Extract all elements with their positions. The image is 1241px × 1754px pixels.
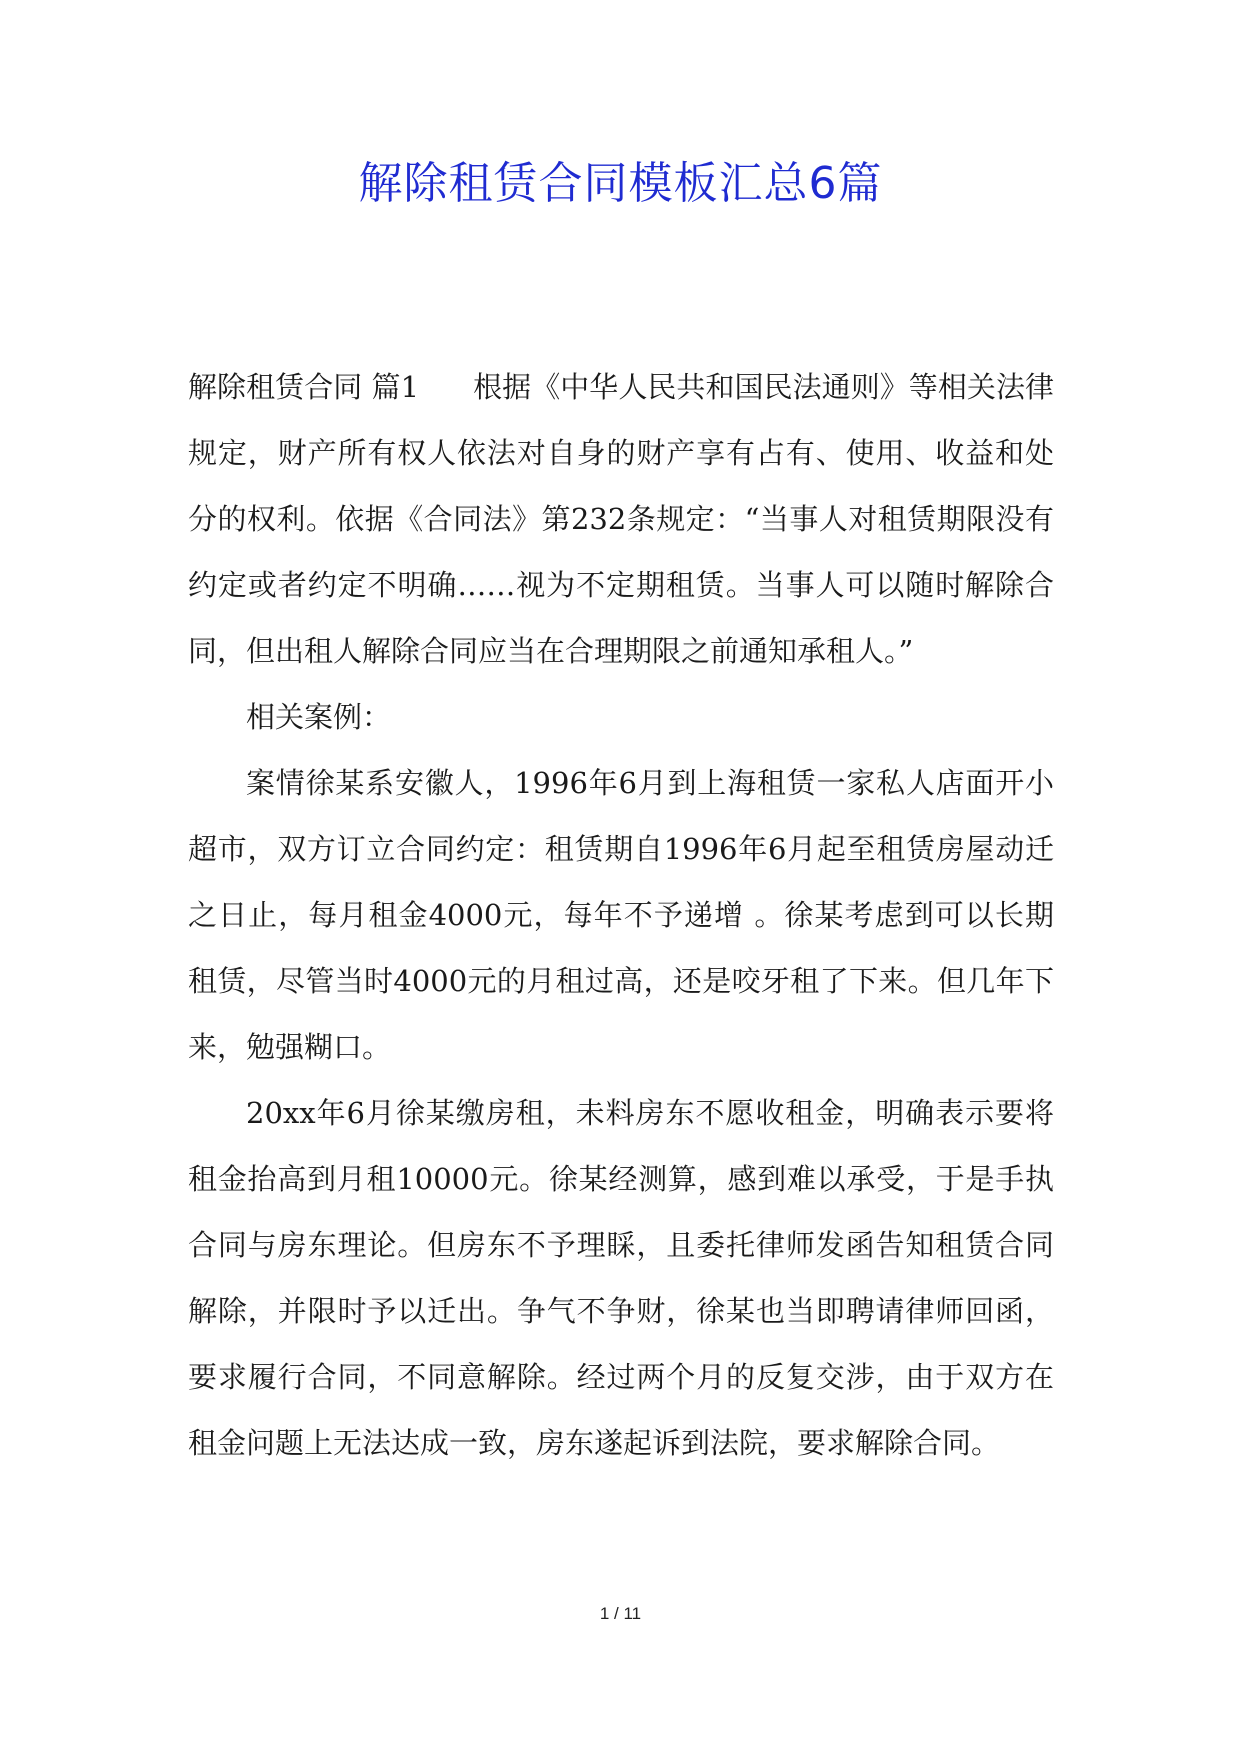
paragraph-1-text: 根据《中华人民共和国民法通则》等相关法律规定，财产所有权人依法对自身的财产享有占有、使用、收益和处分的权利。依据《合同法》第232条规定：“当事人对租赁期限没有约定或者约定不明确……视为不定期租赁。当事人可以随时解除合同，但出租人解除合同应当在合理期限之前通知承租人。” [188, 370, 1054, 668]
page-number: 1 / 11 [599, 1604, 642, 1623]
document-title: 解除租赁合同模板汇总6篇 [358, 158, 883, 209]
paragraph-3: 案情徐某系安徽人，1996年6月到上海租赁一家私人店面开小超市，双方订立合同约定：租赁期自1996年6月起至租赁房屋动迁之日止，每月租金4000元，每年不予递增 。徐某考虑到可以长期租赁，尽管当时4000元的月租过高，还是咬牙租了下来。但几年下来，勉强糊口。 [188, 766, 1054, 1064]
paragraph-2: 相关案例： [246, 700, 392, 734]
section-heading: 解除租赁合同 篇1 [188, 370, 420, 404]
paragraph-1 [188, 354, 1054, 684]
paragraph-4: 20xx年6月徐某缴房租，未料房东不愿收租金，明确表示要将租金抬高到月租10000元。徐某经测算，感到难以承受，于是手执合同与房东理论。但房东不予理睬，且委托律师发函告知租赁合同解除，并限时予以迁出。争气不争财，徐某也当即聘请律师回函，要求履行合同，不同意解除。经过两个月的反复交涉，由于双方在租金问题上无法达成一致，房东遂起诉到法院，要求解除合同。 [188, 1096, 1054, 1460]
document-body [188, 354, 1054, 1476]
